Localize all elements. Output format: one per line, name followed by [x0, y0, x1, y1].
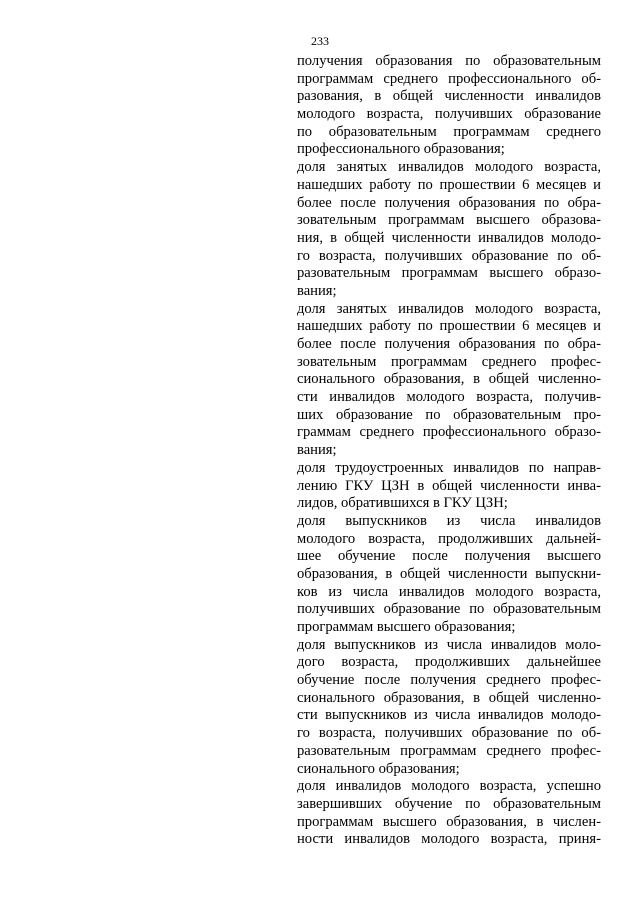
text-line: нашедших работу по прошествии 6 месяцев и — [297, 176, 601, 193]
text-line: получивших образование по образовательным — [297, 601, 601, 618]
text-line: го возраста, получивших образование по об- — [297, 725, 601, 742]
paragraph — [297, 778, 601, 849]
text-line: сионального образования; — [297, 760, 460, 777]
text-line: разования, в общей численности инвалидов — [297, 88, 601, 105]
text-line: шее обучение после получения высшего — [297, 548, 601, 565]
text-line: зовательным программам среднего профес- — [297, 353, 601, 370]
text-line: более после получения образования по обра- — [297, 194, 601, 211]
text-line: ния, в общей численности инвалидов молодо- — [297, 229, 601, 246]
text-line: доля выпускников из числа инвалидов моло- — [297, 636, 601, 653]
text-line: лидов, обратившихся в ГКУ ЦЗН; — [297, 495, 508, 512]
text-line: сти выпускников из числа инвалидов молодо- — [297, 707, 601, 724]
text-line: зовательным программам высшего образова- — [297, 212, 601, 229]
text-line: доля занятых инвалидов молодого возраста, — [297, 300, 601, 317]
text-line: сионального образования, в общей численно- — [297, 689, 601, 706]
text-line: сти инвалидов молодого возраста, получив- — [297, 389, 601, 406]
text-line: вания; — [297, 442, 337, 459]
paragraph — [297, 53, 601, 159]
paragraph — [297, 301, 601, 460]
text-line: граммам среднего профессионального образо- — [297, 424, 601, 441]
text-line: разовательным программам среднего профес- — [297, 742, 601, 759]
text-line: программам высшего образования; — [297, 619, 516, 635]
text-line: нашедших работу по прошествии 6 месяцев и — [297, 318, 601, 335]
text-line: завершивших обучение по образовательным — [297, 795, 601, 812]
text-line: разовательным программам высшего образо- — [297, 265, 601, 282]
text-line: го возраста, получивших образование по об- — [297, 247, 601, 264]
paragraph — [297, 637, 601, 779]
text-line: доля выпускников из числа инвалидов — [297, 512, 601, 529]
text-line: по образовательным программам среднего — [297, 123, 601, 140]
text-line: профессионального образования; — [297, 141, 505, 158]
text-line: лению ГКУ ЦЗН в общей численности инва- — [297, 477, 601, 494]
text-line: обучение после получения среднего профес- — [297, 672, 601, 689]
text-line: доля трудоустроенных инвалидов по направ- — [297, 459, 601, 476]
paragraph — [297, 460, 601, 513]
text-line: молодого возраста, продолживших дальней- — [297, 530, 601, 547]
page-number: 233 — [311, 34, 329, 48]
text-line: ших образование по образовательным про- — [297, 406, 601, 423]
text-line: доля занятых инвалидов молодого возраста, — [297, 159, 601, 176]
text-line: более после получения образования по обра- — [297, 336, 601, 352]
text-line: ности инвалидов молодого возраста, приня- — [297, 831, 601, 848]
text-line: ков из числа инвалидов молодого возраста, — [297, 583, 601, 600]
text-line: сионального образования, в общей численно- — [297, 371, 601, 388]
document-body — [297, 53, 601, 849]
paragraph — [297, 159, 601, 301]
text-line: программам высшего образования, в числен- — [297, 813, 601, 830]
text-line: доля инвалидов молодого возраста, успешно — [297, 778, 601, 795]
text-line: образования, в общей численности выпускни- — [297, 565, 601, 582]
text-line: дого возраста, продолживших дальнейшее — [297, 654, 601, 671]
text-line: вания; — [297, 282, 337, 299]
paragraph — [297, 513, 601, 637]
text-line: программам среднего профессионального об- — [297, 70, 601, 87]
text-line: молодого возраста, получивших образование — [297, 106, 601, 123]
text-line: получения образования по образовательным — [297, 53, 601, 69]
